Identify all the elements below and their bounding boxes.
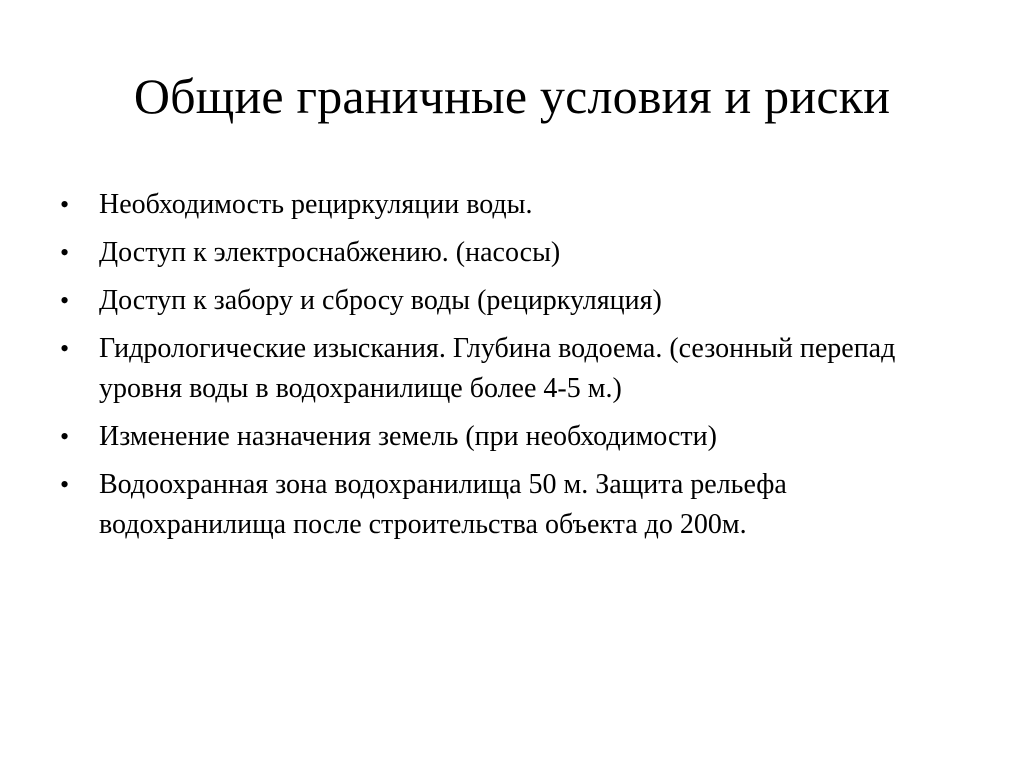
bullet-list — [60, 185, 980, 553]
bullet-item-5 — [60, 417, 980, 457]
bullet-text: Изменение назначения земель (при необходимости) — [99, 421, 717, 452]
slide-title: Общие граничные условия и риски — [133, 68, 891, 124]
bullet-text: Доступ к забору и сбросу воды (рециркуляция) — [99, 285, 662, 316]
bullet-item-3 — [60, 281, 980, 321]
bullet-item-4 — [60, 329, 980, 409]
bullet-dot-icon: • — [60, 190, 70, 219]
bullet-item-2 — [60, 233, 980, 273]
bullet-dot-icon: • — [60, 422, 70, 451]
bullet-dot-icon: • — [60, 238, 70, 267]
bullet-item-1 — [60, 185, 980, 225]
bullet-text: Водоохранная зона водохранилища 50 м. Защита рельефа водохранилища после строительства объекта до 200м. — [99, 469, 787, 540]
bullet-text: Гидрологические изыскания. Глубина водоема. (сезонный перепад уровня воды в водохранилище более 4-5 м.) — [99, 333, 896, 404]
bullet-dot-icon: • — [60, 334, 70, 363]
bullet-dot-icon: • — [60, 286, 70, 315]
bullet-item-6 — [60, 465, 980, 545]
bullet-text: Доступ к электроснабжению. (насосы) — [99, 237, 561, 268]
bullet-text: Необходимость рециркуляции воды. — [99, 189, 533, 220]
bullet-dot-icon: • — [60, 470, 70, 499]
